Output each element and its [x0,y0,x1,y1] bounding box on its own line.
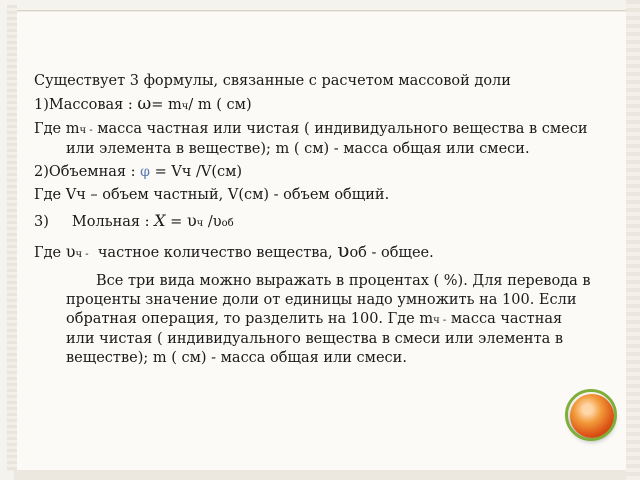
where3-sub: ч - [75,249,89,260]
decorative-bottom-bar [14,470,626,480]
volume-rest: = Vч /V(см) [149,164,243,180]
nu-symbol-2: υ [212,214,222,230]
molar-formula-line [34,211,594,233]
volume-label: 2)Объемная : [34,164,136,180]
x-symbol: Х [154,211,166,230]
where3-nu: υ [65,242,76,261]
molar-sub1: ч [196,218,204,229]
volume-formula-line [34,163,594,182]
intro-line [34,72,594,91]
molar-sub2: об [221,218,234,229]
mass-definition [34,120,594,159]
phi-symbol: φ [140,164,150,180]
decorative-orb [570,394,614,438]
para-end: масса частная или чистая ( индивидуального вещества в смеси или элемента в веществе); m ( см) - масса общая или смеси. [66,311,564,366]
mass-label: 1)Массовая : [34,97,133,113]
where3-nu2: υ [337,238,350,262]
para-sub: ч - [433,315,447,326]
molar-eq: = [165,214,187,230]
percent-paragraph [34,272,594,368]
omega-symbol: ω [137,94,152,114]
mass-sub: ч [181,101,189,112]
mass-formula-line [34,95,594,116]
nu-symbol: υ [186,211,197,230]
where2-text: Где Vч – объем частный, V(см) - объем общий. [34,187,390,203]
intro-text: Существует 3 формулы, связанные с расчетом массовой доли [34,73,511,89]
where1-prefix: Где m [34,121,80,137]
molar-label: 3) Мольная : [34,214,150,230]
volume-definition [34,186,594,205]
para-main: Все три вида можно выражать в процентах ( %). Для перевода в проценты значение доли от единицы надо умножить на 100. Если обратная операция, то разделить на 100. Где m [66,273,591,327]
where3-mid: частное количество вещества, [88,245,338,261]
mass-eq: = m [151,97,182,113]
where1-text: масса частная или чистая ( индивидуального вещества в смеси или элемента в веществе); m ( см) - масса общая или смеси. [66,121,588,157]
slide-body [34,72,594,372]
where3-prefix: Где [34,245,66,261]
where1-sub: ч - [79,125,93,136]
decorative-side-bar [626,0,640,480]
molar-slash: / [203,214,213,230]
where3-end: об - общее. [349,245,434,261]
mass-rest: / m ( см) [188,97,252,113]
molar-definition [34,238,594,264]
